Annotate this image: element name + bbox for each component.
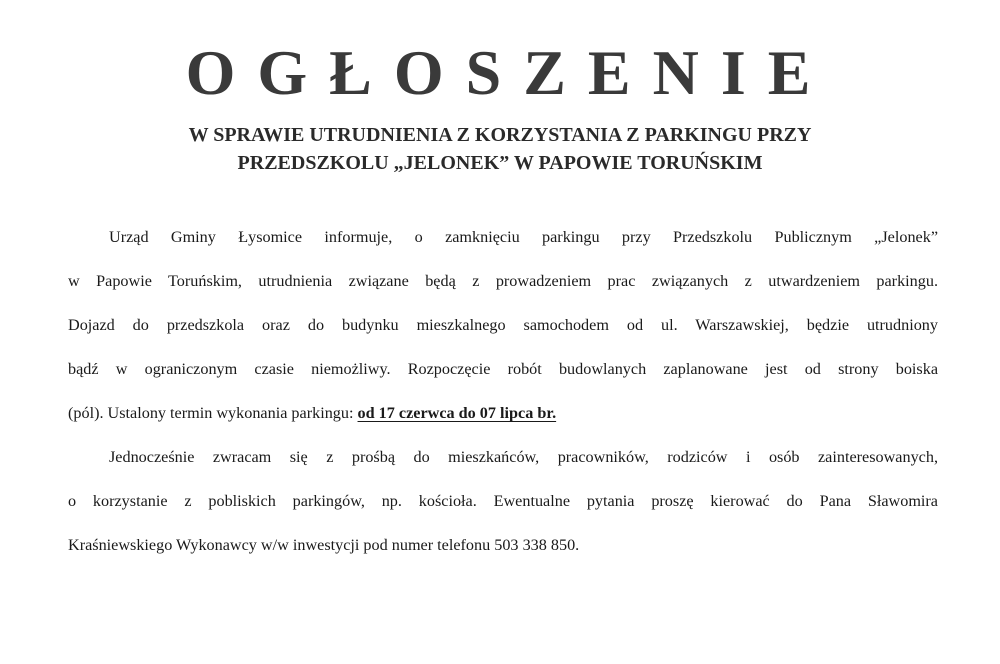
paragraph2-line2: o korzystanie z pobliskich parkingów, np. kościoła. Ewentualne pytania proszę kierować do Pana Sławomira (68, 492, 938, 510)
subtitle-line: W SPRAWIE UTRUDNIENIA Z KORZYSTANIA Z PARKINGU PRZY (188, 124, 812, 146)
subtitle-line: PRZEDSZKOLU „JELONEK” W PAPOWIE TORUŃSKIM (237, 152, 763, 174)
deadline-intro-text: (pól). Ustalony termin wykonania parkingu: (68, 404, 358, 422)
paragraph1-line3: Dojazd do przedszkola oraz do budynku mieszkalnego samochodem od ul. Warszawskiej, będzie utrudniony (68, 316, 938, 334)
paragraph2-line3: Kraśniewskiego Wykonawcy w/w inwestycji pod numer telefonu 503 338 850. (68, 536, 580, 554)
page-subtitle (0, 121, 1000, 177)
paragraph2-line1: Jednocześnie zwracam się z prośbą do mieszkańców, pracowników, rodziców i osób zainteresowanych, (109, 448, 938, 466)
paragraph1-line5 (68, 402, 556, 424)
paragraph1-line1: Urząd Gminy Łysomice informuje, o zamknięciu parkingu przy Przedszkolu Publicznym „Jelonek” (109, 228, 938, 246)
deadline-dates: od 17 czerwca do 07 lipca br. (357, 404, 557, 422)
page-title: OGŁOSZENIE (185, 37, 833, 108)
paragraph1-line4: bądź w ograniczonym czasie niemożliwy. Rozpoczęcie robót budowlanych zaplanowane jest od strony boiska (68, 360, 938, 378)
paragraph1-line2: w Papowie Toruńskim, utrudnienia związane będą z prowadzeniem prac związanych z utwardzeniem parkingu. (68, 272, 938, 290)
